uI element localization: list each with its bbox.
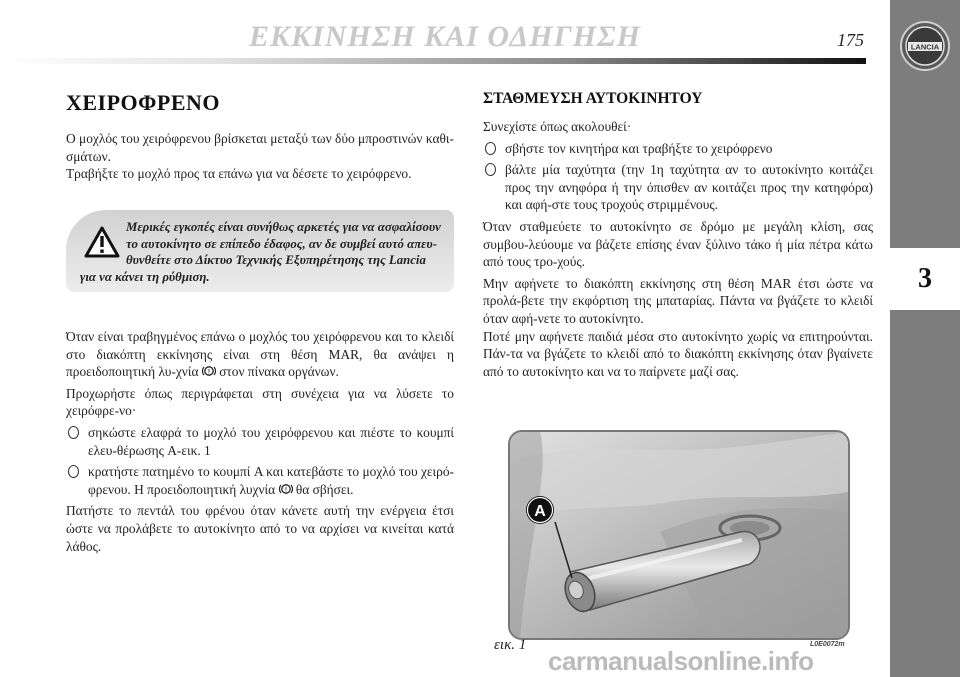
parking-title: ΣΤΑΘΜΕΥΣΗ ΑΥΤΟΚΙΝΗΤΟΥ xyxy=(483,90,703,107)
list-item xyxy=(483,140,873,158)
sidebar xyxy=(890,0,960,677)
release-step-1: σηκώστε ελαφρά το μοχλό του χειρόφρενου και πιέστε το κουμπί ελευ-θέρωσης A-εικ. 1 xyxy=(88,424,454,458)
handbrake-illustration xyxy=(510,432,848,638)
brake-warning-lamp-icon xyxy=(279,483,293,495)
handbrake-intro-2: Τραβήξτε το μοχλό προς τα επάνω για να δέσετε το χειρόφρενο. xyxy=(66,166,412,182)
release-step-2-a: κρατήστε πατημένο το κουμπί A και κατεβάστε το μοχλό του χειρό-φρενου. Η προειδοποιητική λυχνία xyxy=(88,464,454,497)
slope-paragraph: Όταν σταθμεύετε το αυτοκίνητο σε δρόμο με μεγάλη κλίση, σας συμβου-λεύουμε να βάζετε επίσης έναν ξύλινο τάκο ή μία πέτρα κάτω από τους τρο-χούς. xyxy=(483,218,873,270)
left-column xyxy=(66,90,454,183)
left-column-lower xyxy=(66,328,454,555)
figure-label-a: A xyxy=(534,503,546,520)
svg-text:!: ! xyxy=(284,487,287,494)
parking-step-2: βάλτε μία ταχύτητα (την 1η ταχύτητα αν το αυτοκίνητο κοιτάζει προς την ανηφόρα ή την όπισθεν αν κοιτάζει προς την κατηφόρα) και αφή-στε τους τροχούς στριμμένους. xyxy=(505,162,873,213)
bullet-circle-icon xyxy=(68,426,79,439)
handbrake-lamp-paragraph xyxy=(66,328,454,381)
page-number: 175 xyxy=(837,30,864,50)
parking-intro: Συνεχίστε όπως ακολουθεί· xyxy=(483,119,632,134)
warning-box xyxy=(66,210,454,292)
lamp-paragraph-text-b: στον πίνακα οργάνων. xyxy=(219,364,339,380)
figure-code: L0E0072m xyxy=(810,641,845,648)
header-rule xyxy=(0,58,866,64)
warning-text xyxy=(80,219,446,285)
handbrake-title: ΧΕΙΡΟΦΡΕΝΟ xyxy=(66,90,221,115)
watermark: carmanualsonline.info xyxy=(548,646,814,676)
warning-line-1: Μερικές εγκοπές είναι συνήθως αρκετές για να ασφαλίσουν xyxy=(126,220,441,234)
battery-paragraph: Μην αφήνετε το διακόπτη εκκίνησης στη θέση MAR έτσι ώστε να προλά-βετε την εκφόρτιση της μπαταρίας. Πάντα να βγάζετε το κλειδί όταν αφή-νετε το αυτοκίνητο. xyxy=(483,275,873,326)
bullet-circle-icon xyxy=(485,163,496,176)
svg-text:LANCIA: LANCIA xyxy=(910,42,940,52)
svg-text:!: ! xyxy=(207,369,210,376)
list-item xyxy=(66,463,454,498)
release-step-2-b: θα σβήσει. xyxy=(295,481,354,497)
handbrake-intro-1: Ο μοχλός του χειρόφρενου βρίσκεται μεταξύ των δύο μπροστινών καθι-σμάτων. xyxy=(66,131,454,164)
release-intro: Προχωρήστε όπως περιγράφεται στη συνέχεια για να λύσετε το χειρόφρε-νο· xyxy=(66,385,454,419)
release-steps-list xyxy=(66,424,454,498)
bullet-circle-icon xyxy=(485,142,496,155)
handbrake-figure xyxy=(508,430,850,640)
warning-line-2: το αυτοκίνητο σε επίπεδο έδαφος, αν δε συμβεί αυτό απευ- xyxy=(126,236,437,251)
children-paragraph: Ποτέ μην αφήνετε παιδιά μέσα στο αυτοκίνητο χωρίς να επιτηρούνται. Πάν-τα να βγάζετε το κλειδί από το διακόπτη εκκίνησης όταν βγαίνετε από το αυτοκίνητο και να το παίρνετε μαζί σας. xyxy=(483,328,873,379)
warning-line-4: για να κάνει τη ρύθμιση. xyxy=(80,269,210,284)
list-item xyxy=(483,161,873,214)
figure-caption: εικ. 1 xyxy=(494,637,527,653)
header-title: ΕΚΚΙΝΗΣΗ ΚΑΙ ΟΔΗΓΗΣΗ xyxy=(249,20,641,53)
lancia-logo-icon xyxy=(899,20,951,72)
parking-steps-list xyxy=(483,140,873,214)
parking-step-1: σβήστε τον κινητήρα και τραβήξτε το χειρόφρενο xyxy=(505,140,773,156)
brake-warning-lamp-icon xyxy=(202,365,216,377)
warning-line-3: θυνθείτε στο Δίκτυο Τεχνικής Εξυπηρέτησης της Lancia xyxy=(126,253,426,268)
bullet-circle-icon xyxy=(68,465,79,478)
list-item xyxy=(66,424,454,459)
brake-pedal-paragraph: Πατήστε το πεντάλ του φρένου όταν κάνετε αυτή την ενέργεια έτσι ώστε να προλάβετε το αυτοκίνητο από το να αρχίσει να κινείται κατά λάθος. xyxy=(66,503,454,554)
right-column xyxy=(483,90,873,380)
lamp-paragraph-text-a: Όταν είναι τραβηγμένος επάνω ο μοχλός του χειρόφρενου και το κλειδί στο διακόπτη εκκίνησης είναι στη θέση MAR, θα ανάψει η προειδοποιητική λυ-χνία xyxy=(66,329,454,380)
chapter-tab: 3 xyxy=(890,248,960,310)
